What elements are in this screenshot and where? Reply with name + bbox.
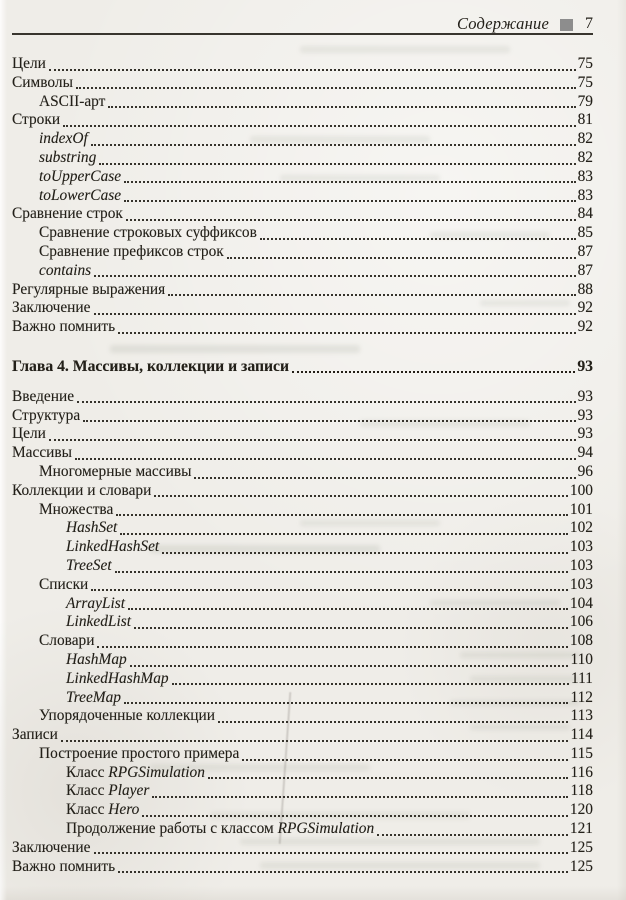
- dot-leader: [97, 646, 567, 648]
- toc-entry-page: 94: [577, 444, 593, 462]
- toc-row: [12, 576, 593, 595]
- toc-entry-page: 75: [577, 73, 593, 91]
- toc-entry-label: LinkedList: [66, 613, 131, 631]
- dot-leader: [94, 275, 575, 277]
- toc-entry-label: Глава 4. Массивы, коллекции и записи: [12, 357, 290, 375]
- toc-row: [12, 299, 593, 318]
- header-rule: [12, 33, 593, 35]
- toc-entry-page: 113: [570, 707, 593, 725]
- toc-entry-page: 103: [569, 556, 593, 574]
- toc-entry-page: 108: [569, 632, 593, 650]
- toc-entry-label: toLowerCase: [39, 186, 122, 204]
- toc-row: [12, 407, 593, 426]
- toc-entry-label: contains: [39, 261, 92, 279]
- toc-entry-label: Списки: [39, 575, 89, 593]
- dot-leader: [61, 740, 569, 742]
- toc-entry-page: 93: [577, 425, 593, 443]
- toc-row: [12, 820, 593, 839]
- dot-leader: [124, 181, 576, 183]
- dot-leader: [49, 69, 576, 71]
- toc-entry-label: Продолжение работы с классом RPGSimulation: [66, 820, 375, 838]
- toc-entry-page: 100: [569, 481, 593, 499]
- toc-entry-page: 110: [570, 650, 593, 668]
- toc-entry-page: 88: [577, 280, 593, 298]
- toc-entry-label: indexOf: [39, 130, 88, 148]
- toc-entry-label: LinkedHashSet: [66, 538, 160, 556]
- dot-leader: [115, 571, 568, 573]
- toc-entry-page: 87: [577, 242, 593, 260]
- running-title: Содержание: [456, 13, 549, 33]
- toc-row: [12, 764, 593, 783]
- dot-leader: [154, 495, 568, 497]
- dot-leader: [208, 777, 569, 779]
- toc-entry-label: Коллекции и словари: [12, 481, 152, 499]
- toc-row: [12, 501, 593, 520]
- header-square-icon: [560, 19, 573, 31]
- toc-entry-label: Класс Hero: [66, 801, 140, 819]
- toc-row: [12, 281, 593, 300]
- toc-row: [12, 55, 593, 74]
- toc-entry-page: 85: [577, 224, 593, 242]
- dot-leader: [227, 257, 576, 259]
- toc-entry-page: 125: [569, 857, 593, 875]
- dot-leader: [124, 702, 568, 704]
- toc-entry-page: 82: [577, 130, 593, 148]
- toc-entry-label: Введение: [12, 387, 75, 405]
- dot-leader: [118, 871, 568, 873]
- dot-leader: [128, 608, 568, 610]
- toc-entry-label: Структура: [12, 406, 81, 424]
- dot-leader: [75, 458, 576, 460]
- toc-row: [12, 745, 593, 764]
- toc-row: [12, 707, 593, 726]
- toc-entry-label: ASCII-арт: [39, 92, 106, 110]
- toc-row: [12, 801, 593, 820]
- dot-leader: [91, 144, 576, 146]
- toc-entry-label: Множества: [39, 500, 114, 518]
- toc-entry-label: Регулярные выражения: [12, 280, 166, 298]
- toc-chapter-row: [12, 358, 593, 377]
- toc-entry-page: 104: [569, 594, 593, 612]
- toc-entry-label: Сравнение строковых суффиксов: [39, 224, 257, 242]
- toc-row: [12, 519, 593, 538]
- dot-leader: [377, 834, 568, 836]
- toc-row: [12, 651, 593, 670]
- toc-entry-page: 83: [577, 167, 593, 185]
- toc-entry-label: Важно помнить: [12, 318, 116, 336]
- toc-entry-page: 114: [570, 726, 593, 744]
- toc-row: [12, 632, 593, 651]
- toc-entry-page: 92: [577, 318, 593, 336]
- toc-entry-label: ArrayList: [66, 594, 126, 612]
- toc-row: [12, 262, 593, 281]
- toc-entry-label: Сравнение строк: [12, 205, 123, 223]
- toc-row: [12, 243, 593, 262]
- toc-entry-page: 116: [570, 763, 593, 781]
- dot-leader: [260, 238, 576, 240]
- toc-row: [12, 224, 593, 243]
- toc-row: [12, 613, 593, 632]
- toc-entry-label: Сравнение префиксов строк: [39, 242, 224, 260]
- toc-entry-page: 125: [569, 838, 593, 856]
- toc-row: [12, 388, 593, 407]
- toc-entry-page: 121: [569, 820, 593, 838]
- toc-entry-page: 83: [577, 186, 593, 204]
- toc-entry-label: Класс RPGSimulation: [66, 763, 205, 781]
- toc-entry-label: HashSet: [66, 519, 118, 537]
- dot-leader: [118, 332, 576, 334]
- toc-entry-page: 111: [571, 669, 593, 687]
- toc-entry-label: Заключение: [12, 838, 91, 856]
- toc-row: [12, 858, 593, 877]
- toc-list: [12, 55, 593, 876]
- toc-entry-label: HashMap: [66, 650, 127, 668]
- dot-leader: [292, 371, 575, 373]
- toc-entry-page: 101: [569, 500, 593, 518]
- toc-entry-page: 103: [569, 575, 593, 593]
- toc-row: [12, 93, 593, 112]
- toc-entry-page: 115: [570, 744, 593, 762]
- toc-row: [12, 689, 593, 708]
- toc-row: [12, 726, 593, 745]
- toc-entry-page: 96: [577, 462, 593, 480]
- dot-leader: [142, 815, 568, 817]
- dot-leader: [76, 87, 576, 89]
- toc-row: [12, 205, 593, 224]
- toc-entry-label-italic-part: RPGSimulation: [108, 763, 205, 781]
- toc-entry-label: Построение простого примера: [39, 744, 240, 762]
- toc-row: [12, 670, 593, 689]
- toc-row: [12, 111, 593, 130]
- dot-leader: [116, 514, 568, 516]
- toc-row: [12, 130, 593, 149]
- toc-entry-page: 93: [577, 357, 593, 375]
- dot-leader: [124, 200, 576, 202]
- toc-entry-label: Заключение: [12, 299, 91, 317]
- toc-entry-page: 93: [577, 406, 593, 424]
- dot-leader: [242, 759, 568, 761]
- toc-entry-label: Класс Player: [66, 782, 150, 800]
- toc-row: [12, 463, 593, 482]
- toc-row: [12, 839, 593, 858]
- toc-entry-page: 79: [577, 92, 593, 110]
- toc-entry-label: Строки: [12, 111, 61, 129]
- toc-entry-label: substring: [39, 148, 97, 166]
- toc-entry-label: Многомерные массивы: [39, 462, 192, 480]
- toc-row: [12, 74, 593, 93]
- dot-leader: [108, 106, 575, 108]
- toc-entry-label: Цели: [12, 55, 46, 72]
- dot-leader: [63, 125, 576, 127]
- toc-entry-page: 75: [577, 55, 593, 72]
- page-number: 7: [585, 15, 593, 32]
- dot-leader: [168, 294, 575, 296]
- toc-entry-page: 84: [577, 205, 593, 223]
- toc-entry-page: 120: [569, 801, 593, 819]
- toc-row: [12, 168, 593, 187]
- toc-entry-label: toUpperCase: [39, 167, 122, 185]
- dot-leader: [194, 477, 575, 479]
- toc-entry-page: 103: [569, 538, 593, 556]
- toc-entry-page: 81: [577, 111, 593, 129]
- toc-row: [12, 538, 593, 557]
- dot-leader: [94, 852, 568, 854]
- toc-entry-label-italic-part: RPGSimulation: [277, 820, 375, 838]
- toc-entry-page: 93: [577, 387, 593, 405]
- dot-leader: [162, 552, 568, 554]
- toc-row: [12, 187, 593, 206]
- dot-leader: [49, 439, 576, 441]
- toc-row: [12, 425, 593, 444]
- toc-row: [12, 782, 593, 801]
- page-header: [12, 10, 593, 35]
- toc-row: [12, 318, 593, 337]
- toc-row: [12, 557, 593, 576]
- toc-entry-page: 82: [577, 148, 593, 166]
- dot-leader: [77, 401, 576, 403]
- running-head: [12, 10, 593, 32]
- toc-entry-label: LinkedHashMap: [66, 669, 169, 687]
- toc-entry-page: 106: [569, 613, 593, 631]
- dot-leader: [126, 219, 576, 221]
- toc-entry-page: 102: [569, 519, 593, 537]
- toc-entry-label: Важно помнить: [12, 857, 116, 875]
- toc-entry-label: Символы: [12, 73, 73, 91]
- dot-leader: [120, 533, 568, 535]
- toc-entry-page: 112: [570, 688, 593, 706]
- dot-leader: [172, 683, 569, 685]
- dot-leader: [218, 721, 568, 723]
- toc-entry-label: Записи: [12, 726, 58, 744]
- toc-entry-label: Цели: [12, 425, 46, 443]
- toc-entry-label-italic-part: Player: [108, 782, 150, 800]
- toc-entry-label: TreeSet: [66, 556, 112, 574]
- toc-entry-page: 87: [577, 261, 593, 279]
- dot-leader: [91, 589, 568, 591]
- toc-row: [12, 149, 593, 168]
- toc-entry-label: Словари: [39, 632, 95, 650]
- toc-entry-label: Массивы: [12, 444, 73, 462]
- dot-leader: [134, 627, 568, 629]
- dot-leader: [130, 665, 569, 667]
- toc-row: [12, 482, 593, 501]
- toc-row: [12, 444, 593, 463]
- toc-row: [12, 595, 593, 614]
- dot-leader: [83, 420, 575, 422]
- toc-entry-label-italic-part: Hero: [108, 801, 140, 819]
- dot-leader: [99, 163, 575, 165]
- toc-entry-page: 92: [577, 299, 593, 317]
- toc-entry-label: Упорядоченные коллекции: [39, 707, 216, 725]
- dot-leader: [152, 796, 568, 798]
- toc-entry-page: 118: [570, 782, 593, 800]
- toc-entry-label: TreeMap: [66, 688, 122, 706]
- dot-leader: [94, 313, 576, 315]
